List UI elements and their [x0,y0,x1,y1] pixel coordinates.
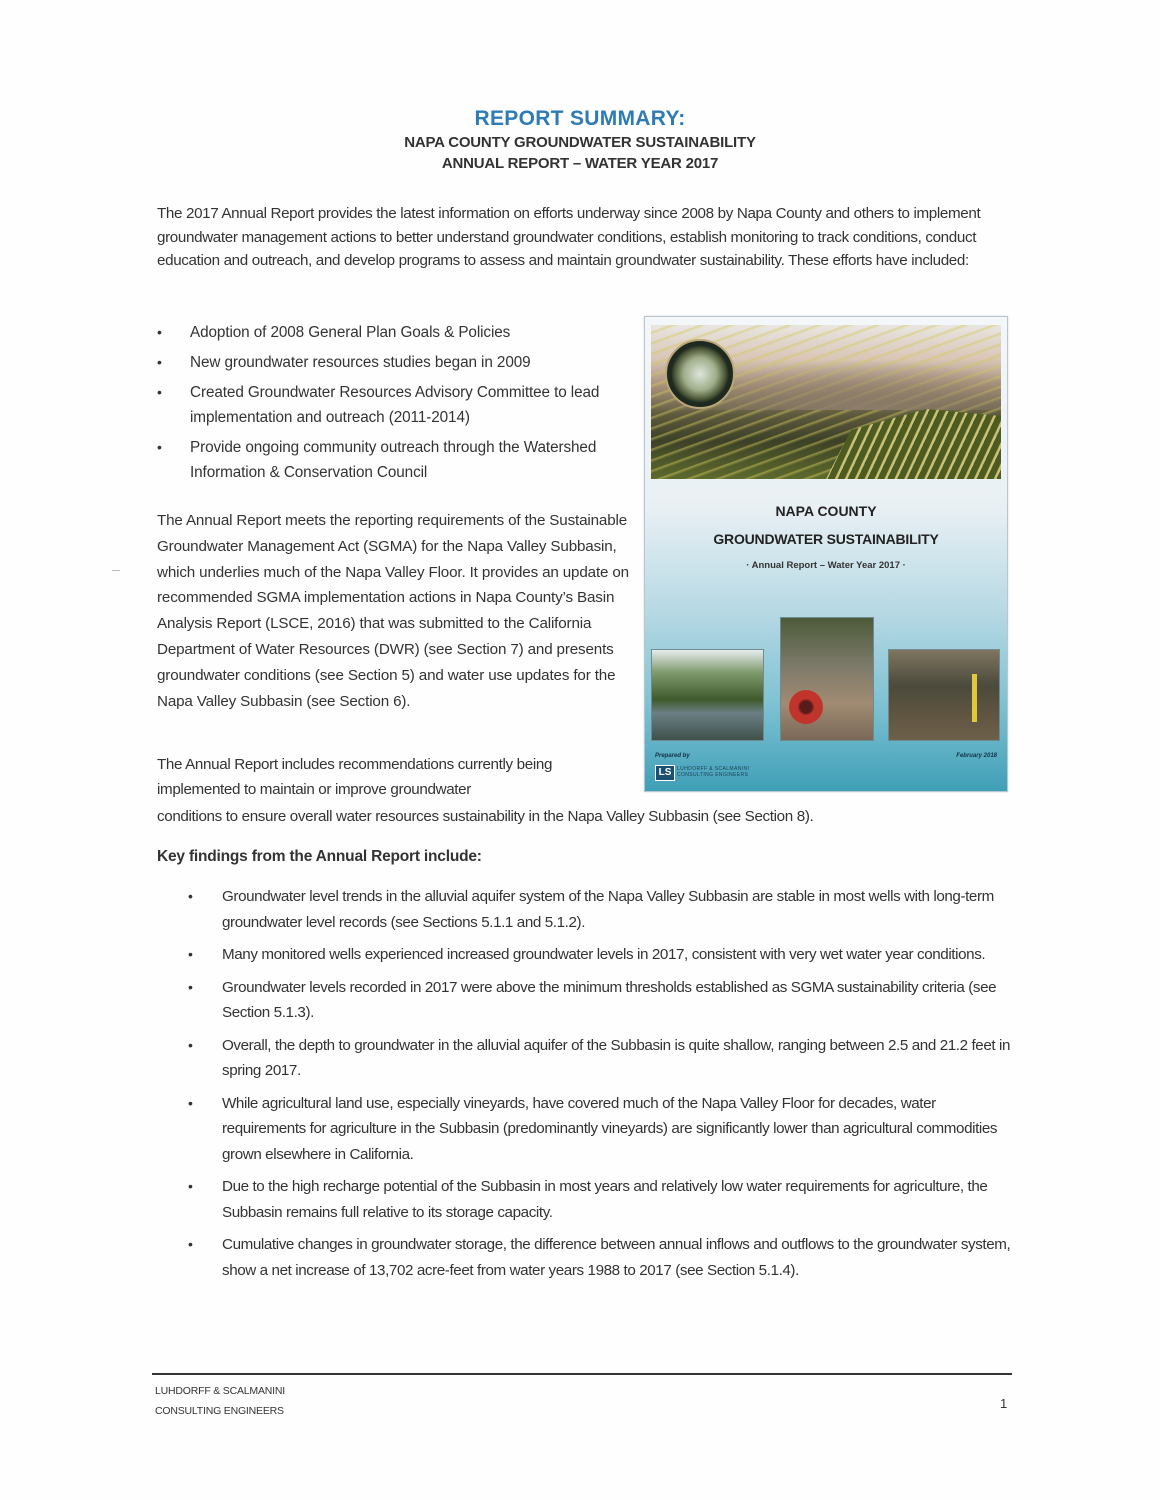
efforts-list-item: • New groundwater resources studies began in 2009 [157,350,627,375]
finding-item: • While agricultural land use, especially vineyards, have covered much of the Napa Valley Floor for decades, water requirements for agriculture in the Subbasin (predominantly vineyards) are significantly lower than agricultural commodities grown elsewhere in California. [188,1091,1018,1168]
intro-paragraph: The 2017 Annual Report provides the latest information on efforts underway since 2008 by Napa County and others to implement groundwater management actions to better understand groundwater conditions, establish monitoring to track conditions, conduct education and outreach, and develop programs to assess and maintain groundwater sustainability. These efforts have included: [157,205,981,269]
report-subtitle-line2: ANNUAL REPORT – WATER YEAR 2017 [441,155,719,172]
footer-divider [152,1373,1012,1375]
vineyard-landscape-photo [651,325,1001,479]
efforts-list-item: • Provide ongoing community outreach through the Watershed Information & Conservation Council [157,435,627,485]
finding-item: • Due to the high recharge potential of the Subbasin in most years and relatively low water requirements for agriculture, the Subbasin remains full relative to its storage capacity. [188,1174,1018,1225]
efforts-list [157,320,627,490]
finding-item: • Overall, the depth to groundwater in the alluvial aquifer of the Subbasin is quite shallow, ranging between 2.5 and 21.2 feet in spring 2017. [188,1033,1018,1084]
cover-title-line2: GROUNDWATER SUSTAINABILITY [713,531,939,547]
bullet-icon: • [157,324,162,340]
finding-item: • Cumulative changes in groundwater storage, the difference between annual inflows and outflows to the groundwater system, show a net increase of 13,702 acre-feet from water years 1988 to 2017 (see Section 5.1.4). [188,1232,1018,1283]
bullet-icon: • [188,1178,193,1194]
field-monitoring-photo [888,649,1000,741]
ls-logo-name: LUHDORFF & SCALMANINI CONSULTING ENGINEERS [677,766,750,778]
cover-date: February 2018 [956,753,997,759]
footer-company [155,1381,285,1421]
recommendations-paragraph-start: The Annual Report includes recommendations currently being implemented to maintain or improve groundwater [157,756,553,798]
bullet-icon: • [188,1094,193,1111]
bullet-icon: • [188,978,193,995]
bullet-icon: • [188,946,193,962]
creek-photo [651,649,764,741]
footer-company-line2: CONSULTING ENGINEERS [155,1405,284,1417]
bullet-icon: • [157,384,162,400]
cover-title-line3: · Annual Report – Water Year 2017 · [746,560,906,571]
bullet-icon: • [157,439,162,455]
cover-title-line1: NAPA COUNTY [775,503,877,519]
report-title: REPORT SUMMARY: [474,107,686,130]
report-subtitle-line1: NAPA COUNTY GROUNDWATER SUSTAINABILITY [404,134,756,151]
tape-reel-shape [789,690,823,724]
key-findings-heading: Key findings from the Annual Report include: [157,848,482,865]
margin-mark [112,570,120,571]
bullet-icon: • [157,354,162,370]
finding-item: • Groundwater level trends in the alluvial aquifer system of the Napa Valley Subbasin are stable in most wells with long-term groundwater level records (see Sections 5.1.1 and 5.1.2). [188,884,1018,935]
finding-item: • Many monitored wells experienced increased groundwater levels in 2017, consistent with very wet water year conditions. [188,942,1018,968]
report-cover-image [644,316,1008,792]
bullet-icon: • [188,1036,193,1053]
key-findings-list [188,884,1018,1290]
efforts-list-item: • Created Groundwater Resources Advisory Committee to lead implementation and outreach (2011-2014) [157,380,627,430]
footer-company-line1: LUHDORFF & SCALMANINI [155,1385,285,1397]
well-measurement-photo [780,617,874,741]
finding-item: • Groundwater levels recorded in 2017 were above the minimum thresholds established as SGMA sustainability criteria (see Section 5.1.3). [188,975,1018,1026]
ls-logo-icon: LS [655,765,675,781]
napa-county-seal-icon [665,339,735,409]
recommendations-paragraph-end: conditions to ensure overall water resources sustainability in the Napa Valley Subbasin (see Section 8). [157,808,814,825]
efforts-list-item: • Adoption of 2008 General Plan Goals & Policies [157,320,627,345]
bullet-icon: • [188,1236,193,1252]
cover-prepared-by: Prepared by [655,753,690,759]
well-post-shape [972,674,977,722]
vineyard-rows [751,409,1001,479]
bullet-icon: • [188,888,193,904]
report-header [0,106,1160,174]
page-number: 1 [1000,1396,1008,1411]
sgma-paragraph: The Annual Report meets the reporting requirements of the Sustainable Groundwater Management Act (SGMA) for the Napa Valley Subbasin, which underlies much of the Napa Valley Floor. It provides an update on recommended SGMA implementation actions in Napa County’s Basin Analysis Report (LSCE, 2016) that was submitted to the California Department of Water Resources (DWR) (see Section 7) and presents groundwater conditions (see Section 5) and water use updates for the Napa Valley Subbasin (see Section 6). [157,512,629,710]
